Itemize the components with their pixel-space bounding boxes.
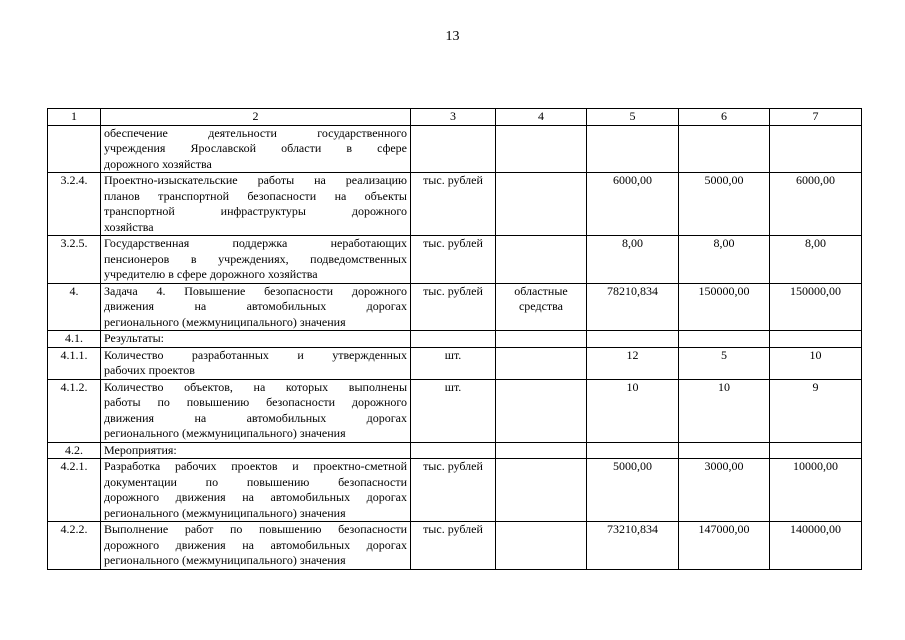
column-number-row — [48, 109, 862, 126]
value-col7-cell: 9 — [770, 379, 862, 442]
funding-source-cell — [496, 379, 587, 442]
value-col6-cell: 147000,00 — [679, 522, 770, 570]
funding-source-cell — [496, 125, 587, 173]
unit-cell: шт. — [411, 347, 496, 379]
column-header: 5 — [587, 109, 679, 126]
description-line: пенсионеров в учреждениях, подведомственных — [104, 251, 407, 266]
row-number-cell: 3.2.4. — [48, 173, 101, 236]
description-line: дорожного хозяйства — [104, 156, 212, 171]
unit-cell — [411, 442, 496, 459]
column-header: 2 — [101, 109, 411, 126]
value-col5-cell: 8,00 — [587, 236, 679, 284]
description-line: Государственная поддержка неработающих — [104, 236, 407, 250]
value-col5-cell: 6000,00 — [587, 173, 679, 236]
unit-cell — [411, 331, 496, 348]
value-col6-cell: 5 — [679, 347, 770, 379]
funding-source-cell — [496, 331, 587, 348]
value-col5-cell — [587, 442, 679, 459]
value-col7-cell: 10000,00 — [770, 459, 862, 522]
table-row — [48, 347, 862, 379]
description-line: Задача 4. Повышение безопасности дорожного — [104, 283, 407, 298]
table-row — [48, 283, 862, 331]
unit-cell: тыс. рублей — [411, 236, 496, 284]
description-line: Проектно-изыскательские работы на реализацию — [104, 173, 407, 187]
description-cell — [101, 125, 411, 173]
description-cell — [101, 331, 411, 348]
row-number-cell — [48, 125, 101, 173]
description-cell — [101, 283, 411, 331]
value-col6-cell: 8,00 — [679, 236, 770, 284]
value-col5-cell: 10 — [587, 379, 679, 442]
description-line: документации по повышению безопасности — [104, 474, 407, 489]
value-col6-cell: 5000,00 — [679, 173, 770, 236]
row-number-cell: 4.2.1. — [48, 459, 101, 522]
row-number-cell: 4.1. — [48, 331, 101, 348]
description-line: учредителю в сфере дорожного хозяйства — [104, 267, 318, 281]
value-col6-cell: 3000,00 — [679, 459, 770, 522]
funding-source-cell — [496, 347, 587, 379]
value-col5-cell — [587, 125, 679, 173]
value-col6-cell: 150000,00 — [679, 283, 770, 331]
table-row — [48, 459, 862, 522]
unit-cell — [411, 125, 496, 173]
description-line: регионального (межмуниципального) значения — [104, 314, 346, 329]
description-line: движения на автомобильных дорогах — [104, 299, 407, 313]
description-line: работы по повышению безопасности дорожного — [104, 395, 407, 409]
value-col5-cell: 5000,00 — [587, 459, 679, 522]
value-col5-cell: 73210,834 — [587, 522, 679, 570]
column-header: 4 — [496, 109, 587, 126]
table-row — [48, 379, 862, 442]
value-col7-cell — [770, 331, 862, 348]
description-cell — [101, 459, 411, 522]
description-cell — [101, 442, 411, 459]
funding-source-cell — [496, 459, 587, 522]
description-line: обеспечение деятельности государственного — [104, 125, 407, 140]
funding-source-cell: областные средства — [496, 283, 587, 331]
unit-cell: тыс. рублей — [411, 522, 496, 570]
description-line: Разработка рабочих проектов и проектно-сметной — [104, 459, 407, 473]
program-table — [47, 108, 862, 570]
description-line: планов транспортной безопасности на объекты — [104, 188, 407, 203]
description-line: Мероприятия: — [104, 442, 177, 457]
description-cell — [101, 173, 411, 236]
description-cell — [101, 236, 411, 284]
description-line: регионального (межмуниципального) значения — [104, 553, 346, 567]
description-line: транспортной инфраструктуры дорожного — [104, 204, 407, 218]
funding-source-cell — [496, 522, 587, 570]
description-line: хозяйства — [104, 219, 154, 234]
funding-source-cell — [496, 442, 587, 459]
value-col6-cell — [679, 442, 770, 459]
unit-cell: тыс. рублей — [411, 173, 496, 236]
page-number: 13 — [445, 29, 460, 44]
row-number-cell: 4.1.2. — [48, 379, 101, 442]
funding-source-cell — [496, 236, 587, 284]
value-col7-cell — [770, 442, 862, 459]
description-line: дорожного движения на автомобильных дорогах — [104, 490, 407, 504]
value-col7-cell: 8,00 — [770, 236, 862, 284]
description-line: регионального (межмуниципального) значения — [104, 426, 346, 440]
description-line: рабочих проектов — [104, 363, 195, 377]
row-number-cell: 4.1.1. — [48, 347, 101, 379]
description-line: Количество разработанных и утвержденных — [104, 347, 407, 362]
description-line: Результаты: — [104, 331, 164, 345]
table-row — [48, 442, 862, 459]
unit-cell: тыс. рублей — [411, 459, 496, 522]
column-header: 1 — [48, 109, 101, 126]
value-col7-cell: 140000,00 — [770, 522, 862, 570]
value-col7-cell: 6000,00 — [770, 173, 862, 236]
column-header: 3 — [411, 109, 496, 126]
table-row — [48, 331, 862, 348]
value-col7-cell: 10 — [770, 347, 862, 379]
value-col6-cell: 10 — [679, 379, 770, 442]
table-row — [48, 173, 862, 236]
row-number-cell: 4.2.2. — [48, 522, 101, 570]
table-row — [48, 522, 862, 570]
table-row — [48, 125, 862, 173]
unit-cell: шт. — [411, 379, 496, 442]
value-col6-cell — [679, 331, 770, 348]
description-line: учреждения Ярославской области в сфере — [104, 141, 407, 155]
row-number-cell: 4. — [48, 283, 101, 331]
value-col7-cell: 150000,00 — [770, 283, 862, 331]
value-col5-cell: 12 — [587, 347, 679, 379]
description-line: движения на автомобильных дорогах — [104, 410, 407, 425]
description-cell — [101, 522, 411, 570]
description-line: Выполнение работ по повышению безопасности — [104, 522, 407, 536]
description-cell — [101, 379, 411, 442]
description-line: регионального (межмуниципального) значения — [104, 505, 346, 520]
value-col5-cell: 78210,834 — [587, 283, 679, 331]
table-row — [48, 236, 862, 284]
column-header: 6 — [679, 109, 770, 126]
row-number-cell: 3.2.5. — [48, 236, 101, 284]
description-line: дорожного движения на автомобильных дорогах — [104, 537, 407, 552]
value-col6-cell — [679, 125, 770, 173]
column-header: 7 — [770, 109, 862, 126]
value-col5-cell — [587, 331, 679, 348]
value-col7-cell — [770, 125, 862, 173]
unit-cell: тыс. рублей — [411, 283, 496, 331]
description-cell — [101, 347, 411, 379]
row-number-cell: 4.2. — [48, 442, 101, 459]
description-line: Количество объектов, на которых выполнены — [104, 379, 407, 394]
funding-source-cell — [496, 173, 587, 236]
